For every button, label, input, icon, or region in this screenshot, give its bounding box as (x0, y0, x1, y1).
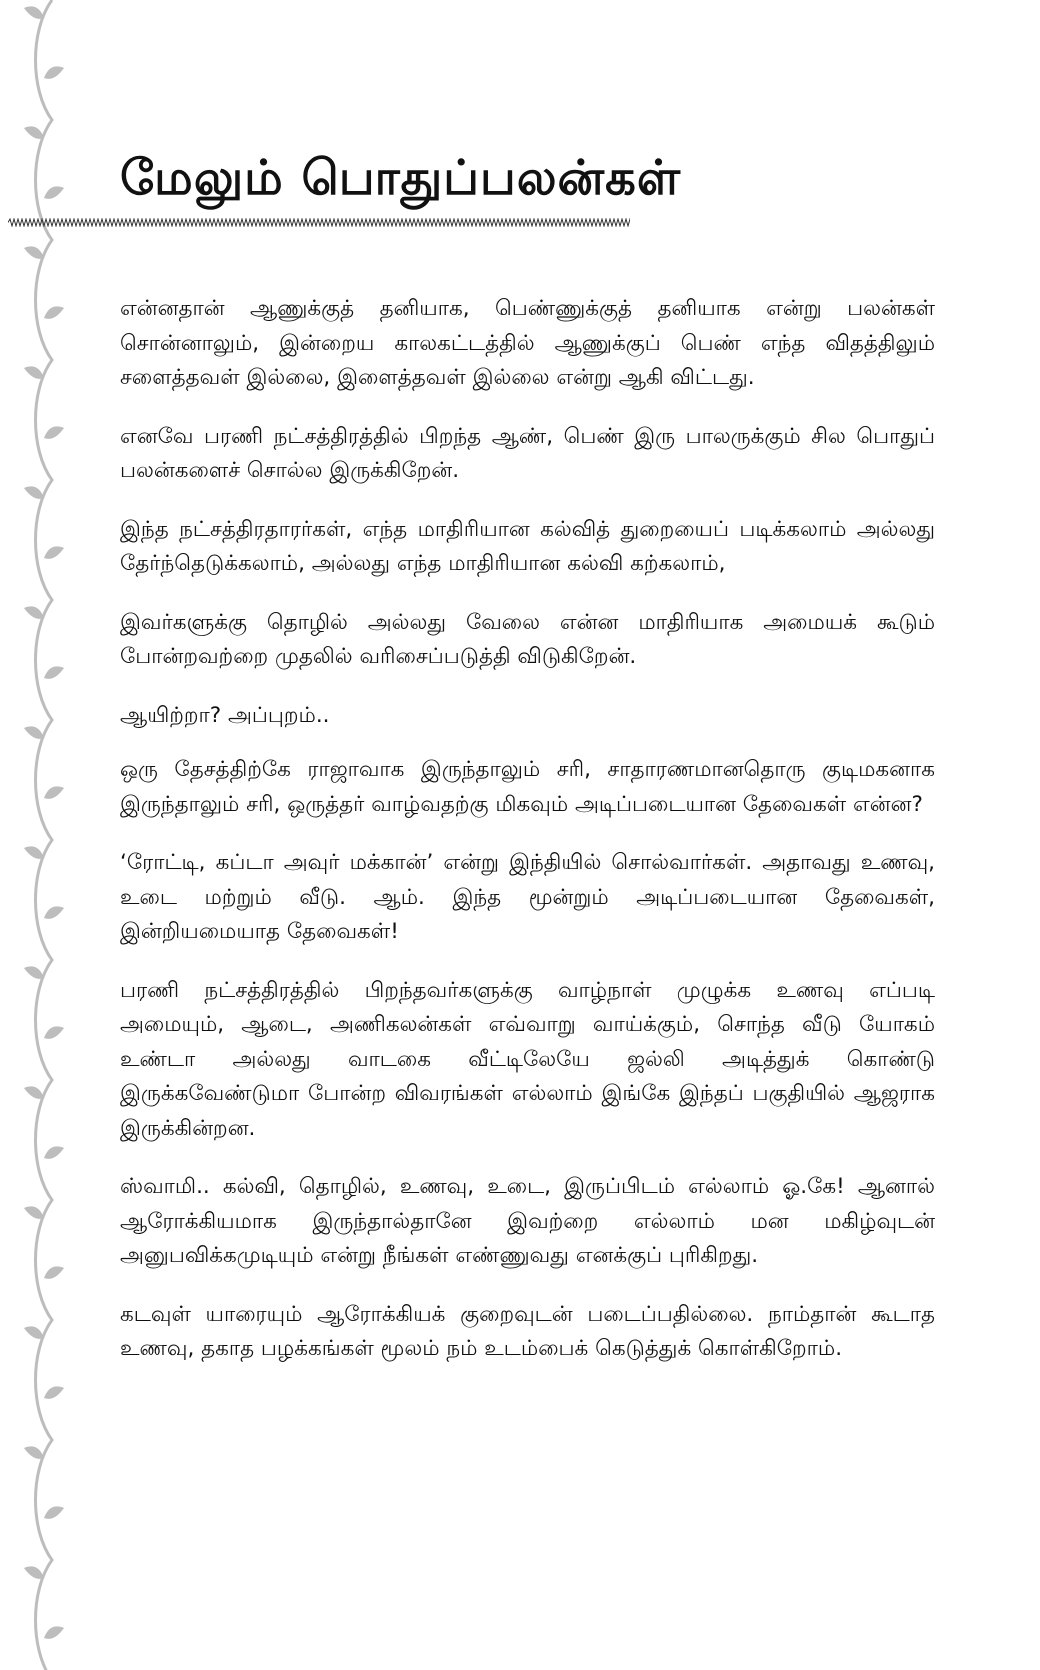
vine-leaf (24, 486, 44, 499)
vine-leaf (44, 306, 64, 319)
paragraph-9: ஸ்வாமி.. கல்வி, தொழில், உணவு, உடை, இருப்பிடம் எல்லாம் ஓ.கே! ஆனால் ஆரோக்கியமாக இருந்தால்தானே இவற்றை எல்லாம் மன மகிழ்வுடன் அனுபவிக்கமுடியும் என்று நீங்கள் எண்ணுவது எனக்குப் புரிகிறது. (120, 1174, 935, 1268)
vine-leaf (24, 246, 44, 259)
vine-leaf (24, 6, 44, 19)
vine-leaf (24, 606, 44, 619)
paragraph-5: ஆயிற்றா? அப்புறம்.. (120, 702, 330, 728)
vine-border-ornament (0, 0, 90, 1670)
paragraph-3: இந்த நட்சத்திரதாரர்கள், எந்த மாதிரியான கல்வித் துறையைப் படிக்கலாம் அல்லது தேர்ந்தெடுக்கலாம், அல்லது எந்த மாதிரியான கல்வி கற்கலாம், (120, 516, 935, 576)
paragraph-4: இவர்களுக்கு தொழில் அல்லது வேலை என்ன மாதிரியாக அமையக் கூடும் போன்றவற்றை முதலில் வரிசைப்படுத்தி விடுகிறேன். (120, 609, 935, 669)
vine-leaf (44, 66, 64, 79)
paragraph-1: என்னதான் ஆணுக்குத் தனியாக, பெண்ணுக்குத் தனியாக என்று பலன்கள் சொன்னாலும், இன்றைய காலகட்டத்தில் ஆணுக்குப் பெண் எந்த விதத்திலும் சளைத்தவள் இல்லை, இளைத்தவள் இல்லை என்று ஆகி விட்டது. (120, 296, 935, 390)
paragraph-6: ஒரு தேசத்திற்கே ராஜாவாக இருந்தாலும் சரி, சாதாரணமானதொரு குடிமகனாக இருந்தாலும் சரி, ஒருத்தர் வாழ்வதற்கு மிகவும் அடிப்படையான தேவைகள் என்ன? (120, 757, 935, 817)
vine-leaf (44, 1626, 64, 1639)
title-zigzag-rule (8, 218, 630, 227)
vine-leaf (24, 966, 44, 979)
vine-leaf (44, 1026, 64, 1039)
vine-leaf (44, 906, 64, 919)
vine-leaf (24, 1446, 44, 1459)
vine-leaf (44, 666, 64, 679)
vine-leaf (24, 1206, 44, 1219)
vine-leaf (44, 1146, 64, 1159)
vine-leaf (24, 1326, 44, 1339)
page-title: மேலும் பொதுப்பலன்கள் (120, 150, 682, 206)
vine-leaf (44, 186, 64, 199)
vine-leaf (44, 1386, 64, 1399)
paragraph-10: கடவுள் யாரையும் ஆரோக்கியக் குறைவுடன் படைப்பதில்லை. நாம்தான் கூடாத உணவு, தகாத பழக்கங்கள் மூலம் நம் உடம்பைக் கெடுத்துக் கொள்கிறோம். (120, 1301, 935, 1361)
vine-leaf (24, 846, 44, 859)
zigzag-line (8, 219, 630, 226)
vine-leaf (24, 1566, 44, 1579)
vine-leaf (44, 546, 64, 559)
body-text (120, 292, 935, 1391)
vine-leaf (44, 786, 64, 799)
paragraph-2: எனவே பரணி நட்சத்திரத்தில் பிறந்த ஆண், பெண் இரு பாலருக்கும் சில பொதுப் பலன்களைச் சொல்ல இருக்கிறேன். (120, 423, 935, 483)
vine-leaf (44, 426, 64, 439)
vine-leaf (24, 726, 44, 739)
vine-leaf (44, 1266, 64, 1279)
vine-leaf (44, 1506, 64, 1519)
paragraph-8: பரணி நட்சத்திரத்தில் பிறந்தவர்களுக்கு வாழ்நாள் முழுக்க உணவு எப்படி அமையும், ஆடை, அணிகலன்கள் எவ்வாறு வாய்க்கும், சொந்த வீடு யோகம் உண்டா அல்லது வாடகை வீட்டிலேயே ஜல்லி அடித்துக் கொண்டு இருக்கவேண்டுமா போன்ற விவரங்கள் எல்லாம் இங்கே இந்தப் பகுதியில் ஆஜராக இருக்கின்றன. (120, 977, 935, 1141)
paragraph-7: ‘ரோட்டி, கப்டா அவுர் மக்கான்’ என்று இந்தியில் சொல்வார்கள். அதாவது உணவு, உடை மற்றும் வீடு. ஆம். இந்த மூன்றும் அடிப்படையான தேவைகள், இன்றியமையாத தேவைகள்! (120, 850, 935, 944)
vine-leaf (24, 366, 44, 379)
vine-leaf (24, 126, 44, 139)
vine-leaf (24, 1086, 44, 1099)
